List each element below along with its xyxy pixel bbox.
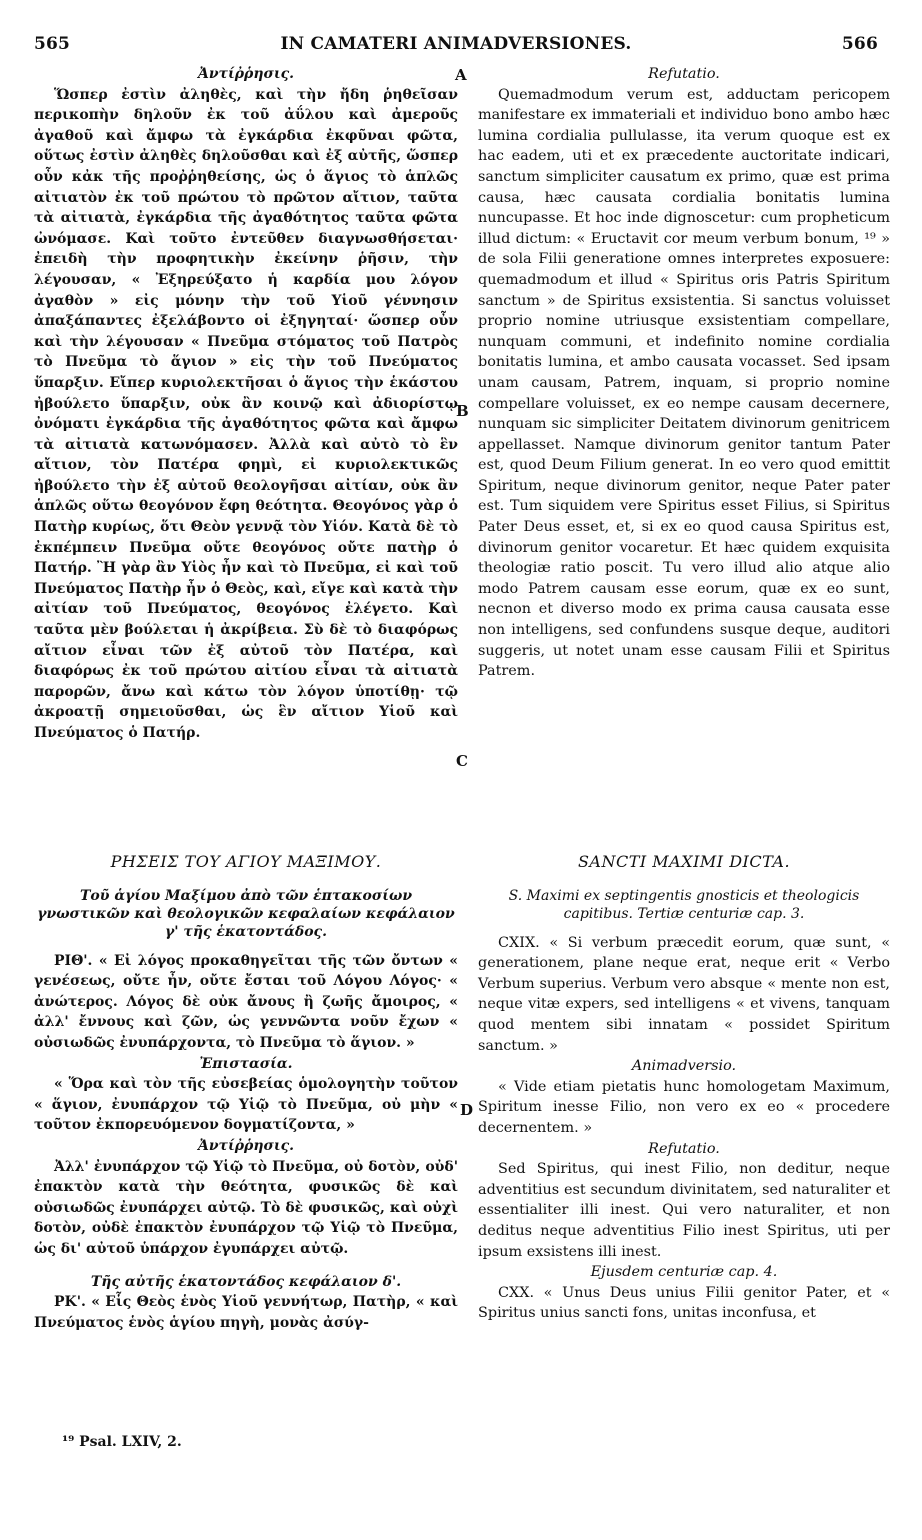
greek-column-upper [34,64,458,744]
latin-paragraph: « Vide etiam pietatis hunc homologetam Maximum, Spiritum inesse Filio, non vero ex eo « procedere decernentem. » [478,1078,890,1136]
section-title: SANCTI MAXIMI DICTA. [577,852,791,871]
greek-paragraph: ΡΙΘ'. « Εἰ λόγος προκαθηγεῖται τῆς τῶν ὄντων « γενέσεως, οὔτε ἦν, οὔτε ἔσται τοῦ Λόγου Λόγος· « ἀνώτερος. Λόγος δὲ οὐκ ἄνους ἢ ζωῆς ἄμοιρος, « ἀλλ' ἔννους καὶ ζῶν, ὡς γεννῶντα νοῦν ἔχων « οὐσιωδῶς ἐνυπάρχοντα, τὸ Πνεῦμα τὸ ἅγιον. » [34,952,458,1051]
section-heading: Animadversio. [631,1058,737,1075]
section-heading: Refutatio. [648,1140,720,1157]
section-title: ΡΗΣΕΙΣ ΤΟΥ ΑΓΙΟΥ ΜΑΞΙΜΟΥ. [110,852,382,871]
section-subtitle: S. Maximi ex septingentis gnosticis et theologicis capitibus. Tertiæ centuriæ cap. 3. [508,887,860,922]
greek-paragraph: Ὥσπερ ἐστὶν ἀληθὲς, καὶ τὴν ἤδη ῥηθεῖσαν περικοπὴν δηλοῦν ἐκ τοῦ ἀΰλου καὶ ἀμεροῦς ἀγαθοῦ καὶ ἄμφω τὰ ἐγκάρδια ἐκφῦναι φῶτα, οὕτως ἐστὶν ἀληθὲς δηλοῦσθαι καὶ ἐξ αὐτῆς, ὥσπερ οὖν κἀκ τῆς προῤῥηθείσης, ὡς ὁ ἅγιος τὸ ἁπλῶς αἰτιατὸν ἐκ τοῦ πρώτου τὸ πρῶτον αἴτιον, ταῦτα τὰ αἰτιατὰ, ἐγκάρδια τῆς ἀγαθότητος ταῦτα φῶτα ὠνόμασε. Καὶ τοῦτο ἐντεῦθεν διαγνωσθήσεται· ἐπειδὴ τὴν προφητικὴν ἐκείνην ῥῆσιν, τὴν λέγουσαν, « Ἐξηρεύξατο ἡ καρδία μου λόγον ἀγαθὸν » εἰς μόνην τὴν τοῦ Υἱοῦ γέννησιν ἀπαξάπαντες ἐξελάβοντο οἱ ἐξηγηταί· ὥσπερ οὖν καὶ τὴν λέγουσαν « Πνεῦμα στόματος τοῦ Πατρὸς τὸ Πνεῦμα τὸ ἅγιον » εἰς τὴν τοῦ Πνεύματος ὕπαρξιν. Εἴπερ κυριολεκτῆσαι ὁ ἅγιος τὴν ἑκάστου ἠβούλετο ὕπαρξιν, οὐκ ἂν κοινῷ καὶ ἀδιορίστῳ ὀνόματι ἐγκάρδια τῆς ἀγαθότητος φῶτα καὶ ἄμφω τὰ αἰτιατὰ κατωνόμασεν. Ἀλλὰ καὶ αὐτὸ τὸ ἓν αἴτιον, τὸν Πατέρα φημὶ, εἰ κυριολεκτικῶς ἠβούλετο τὴν ἐξ αὐτοῦ θεολογῆσαι αἰτίαν, οὐκ ἂν ἁπλῶς οὕτω θεογόνον ἔφη θεότητα. Θεογόνος γὰρ ὁ Πατὴρ κυρίως, ὅτι Θεὸν γεννᾷ τὸν Υἱόν. Κατὰ δὲ τὸ ἐκπέμπειν Πνεῦμα οὔτε θεογόνος οὔτε πατὴρ ὁ Πατήρ. Ἢ γὰρ ἂν Υἱὸς ἦν καὶ τὸ Πνεῦμα, εἰ καὶ τοῦ Πνεύματος Πατὴρ ἦν ὁ Θεὸς, καὶ, εἴγε καὶ κατὰ τὴν αἰτίαν τοῦ Πνεύματος, θεογόνος ἐλέγετο. Καὶ ταῦτα μὲν βούλεται ἡ ἀκρίβεια. Σὺ δὲ τὸ διαφόρως αἴτιον εἶναι τῶν ἐξ αὐτοῦ τὸν Πατέρα, καὶ διαφόρως ἐκ τοῦ πρώτου αἰτίου εἶναι τὰ αἰτιατὰ παρορῶν, ἄνω καὶ κάτω τὸν λόγον ὑποτίθῃ· τῷ ἀκροατῇ σημειοῦσθαι, ὡς ἓν αἴτιον Υἱοῦ καὶ Πνεύματος ὁ Πατήρ. [34,86,458,741]
greek-paragraph: ΡΚ'. « Εἷς Θεὸς ἑνὸς Υἱοῦ γεννήτωρ, Πατὴρ, « καὶ Πνεύματος ἑνὸς ἁγίου πηγὴ, μονὰς ἀσύγ- [34,1294,458,1331]
section-subtitle: Τοῦ ἁγίου Μαξίμου ἀπὸ τῶν ἑπτακοσίων γνωστικῶν καὶ θεολογικῶν κεφαλαίων κεφάλαιον γ' τῆς ἑκατοντάδος. [37,887,455,940]
section-heading: Ἐπιστασία. [199,1055,293,1072]
margin-marker-d: D [460,1101,474,1119]
section-heading: Ἀντίῤῥησις. [197,1137,295,1154]
greek-paragraph: « Ὅρα καὶ τὸν τῆς εὐσεβείας ὁμολογητὴν τοῦτον « ἅγιον, ἐνυπάρχον τῷ Υἱῷ τὸ Πνεῦμα, οὐ μὴν « τοῦτον ἐκπορευόμενον δογματίζοντα, » [34,1076,458,1134]
margin-marker-b: B [456,402,469,420]
section-heading: Ἀντίῤῥησις. [197,66,295,82]
section-heading: Ejusdem centuriæ cap. 4. [590,1264,778,1281]
footnote: ¹⁹ Psal. LXIV, 2. [62,1434,182,1450]
greek-paragraph: Ἀλλ' ἐνυπάρχον τῷ Υἱῷ τὸ Πνεῦμα, οὐ δοτὸν, οὐδ' ἐπακτὸν κατὰ τὴν θεότητα, φυσικῶς δὲ καὶ οὐσιωδῶς ἐνυπάρχει αὐτῷ. Τὸ δὲ φυσικῶς, καὶ οὐχὶ δοτὸν, οὐδὲ ἐπακτὸν ἐνυπάρχον τῷ Υἱῷ τὸ Πνεῦμα, ὡς δι' αὐτοῦ ὑπάρχον ἐγυπάρχει αὐτῷ. [34,1158,458,1257]
latin-column-upper [478,64,890,682]
page-number-left: 565 [34,34,71,54]
page-header [34,34,878,58]
margin-marker-c: C [456,752,468,770]
section-heading: Refutatio. [648,66,720,82]
page-number-right: 566 [841,34,878,54]
latin-paragraph: Quemadmodum verum est, adductam pericopem manifestare ex immateriali et individuo bono ambo hæc lumina cordialia pullulasse, ita verum quoque est ex hac eadem, uti et ex præcedente auctoritate indicari, sanctum simpliciter causatum ex primo, quæ est prima causa, hæc causata cordialia bonitatis lumina nuncupasse. Et hoc inde dignoscetur: cum propheticum illud dictum: « Eructavit cor meum verbum bonum, ¹⁹ » de sola Filii generatione omnes interpretes exposuere: quemadmodum et illud « Spiritus oris Patris Spiritum sanctum » de Spiritus exsistentia. Si sanctus voluisset proprio nomine utriusque exsistentiam compellare, nunquam communi, et indefinito nomine cordialia bonitatis lumina, et ambo causata vocasset. Sed ipsam unam causam, Patrem, inquam, si proprio nomine compellare voluisset, ex eo nempe causam decernere, nunquam sic simpliciter Deitatem divinorum genitricem appellasset. Namque divinorum genitor tantum Pater est, quod Deum Filium generat. In eo vero quod emittit Spiritum, neque divinorum genitor, neque Pater pater est. Tum siquidem vere Spiritus esset Filius, si Spiritus Pater Deus esset, et, si ex eo quod causa Spiritus est, divinorum genitor vocaretur. Et hæc quidem exquisita theologiæ ratio poscit. Tu vero illud alio atque alio modo Patrem causam esse eorum, quæ ex eo sunt, necnon et diverso modo ex prima causa causata esse non intelligens, sed confundens susque deque, auditori suggeris, ut notet unam esse causam Filii et Spiritus Patrem. [478,86,890,680]
latin-paragraph: CXX. « Unus Deus unius Filii genitor Pater, et « Spiritus unius sancti fons, unitas inconfusa, et [478,1284,890,1322]
latin-paragraph: Sed Spiritus, qui inest Filio, non deditur, neque adventitius est secundum divinitatem, sed naturaliter et essentialiter illi inest. Qui vero naturaliter, et non deditus neque adventitius Filio inest Spiritus, uti per ipsum exsistens illi inest. [478,1161,890,1260]
greek-column-lower [34,852,458,1333]
latin-paragraph: CXIX. « Si verbum præcedit eorum, quæ sunt, « generationem, plane neque erat, neque erit « Verbo Verbum superius. Verbum vero absque « mente non est, neque vitæ expers, sed intelligens « et vivens, tanquam quod mentem sibi innatam « possidet Spiritum sanctum. » [478,934,890,1054]
section-heading: Τῆς αὐτῆς ἑκατοντάδος κεφάλαιον δ'. [90,1273,402,1290]
latin-column-lower [478,852,890,1324]
margin-marker-a: A [455,66,467,84]
running-title: IN CAMATERI ANIMADVERSIONES. [280,34,632,54]
